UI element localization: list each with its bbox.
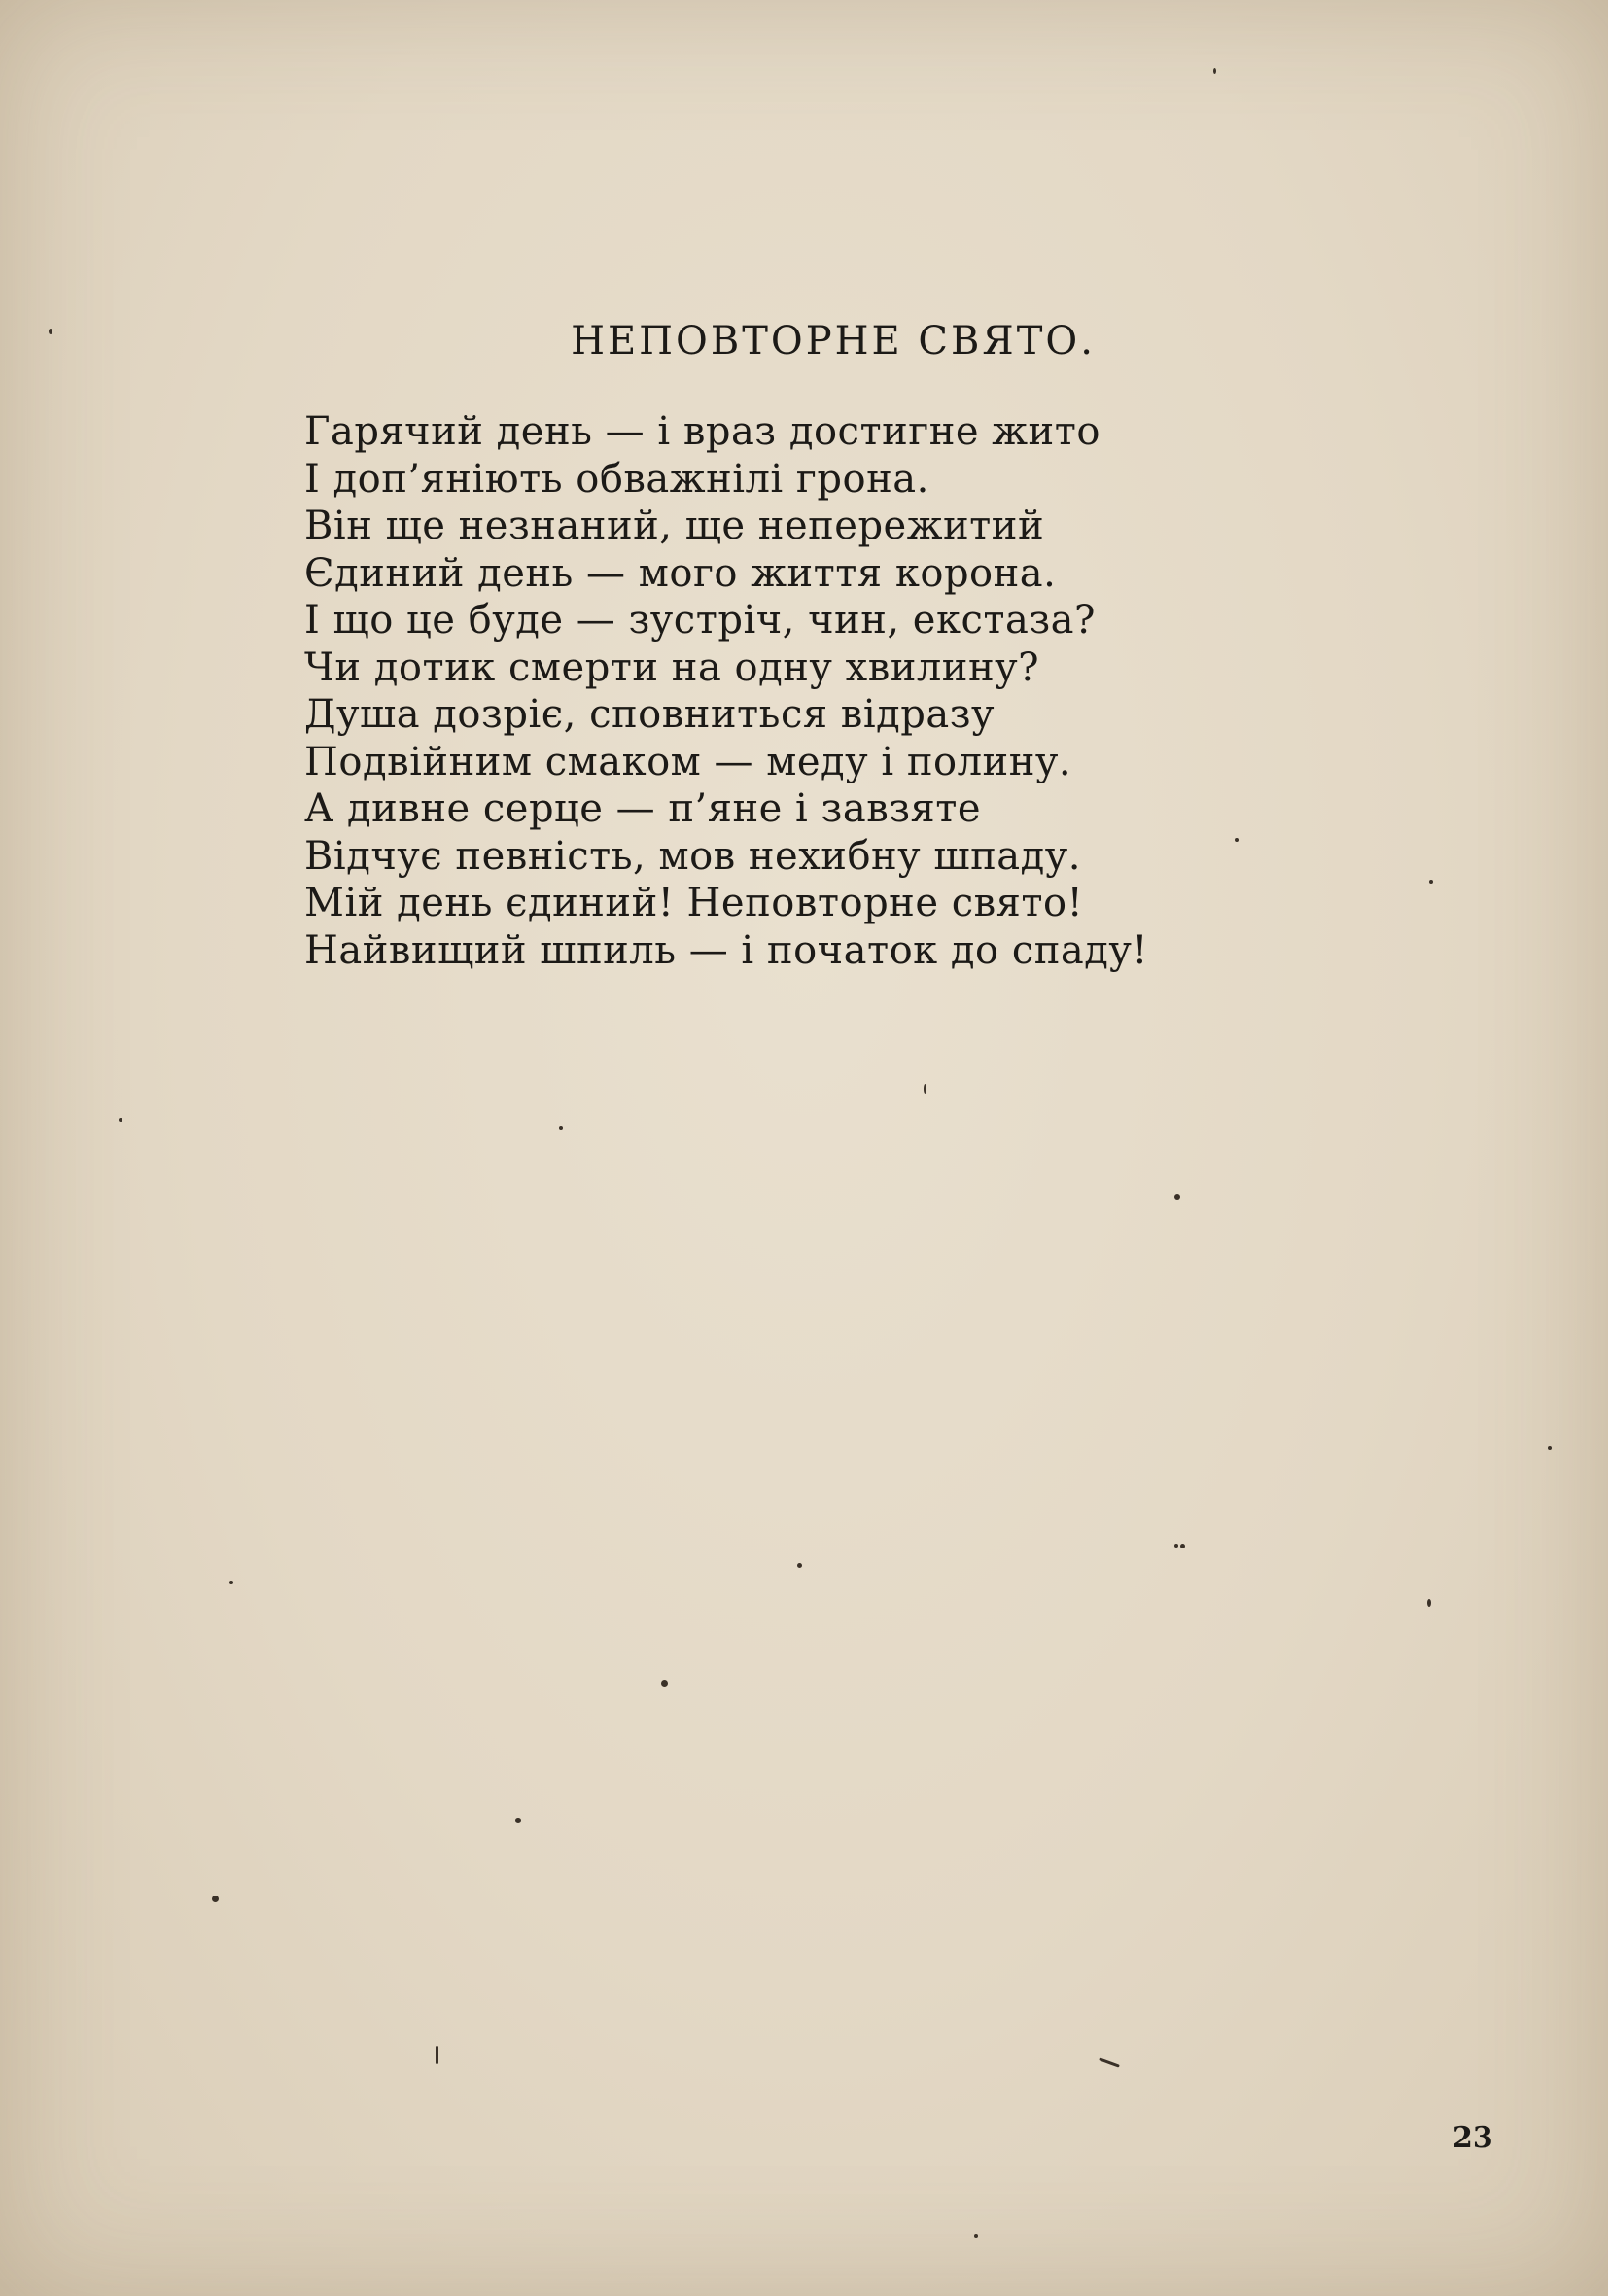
paper-speck [119,1118,122,1122]
paper-speck [559,1126,563,1130]
paper-speck [436,2046,438,2064]
poem-line: А дивне серце — п’яне і завзяте [304,786,982,831]
paper-speck [1174,1544,1178,1548]
paper-speck [1174,1194,1180,1200]
poem-line: І що це буде — зустріч, чин, екстаза? [304,598,1096,643]
poem-line: Душа дозріє, сповниться відразу [304,692,996,737]
paper-speck [974,2234,978,2238]
poem-line: Гарячий день — і враз достигне жито [304,409,1101,454]
page-number: 23 [1452,2121,1493,2155]
paper-speck [212,1896,219,1902]
paper-speck [1213,68,1216,74]
poem-line: Єдиний день — мого життя корона. [304,550,1057,596]
poem-line: Подвійним смаком — меду і полину. [304,739,1072,784]
poem-line: Чи дотик смерти на одну хвилину? [304,644,1040,690]
paper-speck [1429,880,1433,884]
paper-speck [1548,1446,1552,1450]
paper-speck [661,1680,668,1687]
paper-speck [1099,2057,1120,2067]
poem-body [304,408,1148,974]
paper-speck [229,1581,233,1584]
paper-speck [1427,1599,1431,1607]
paper-speck [797,1563,802,1568]
paper-speck [924,1084,926,1094]
poem-line: Він ще незнаний, ще непережитий [304,504,1045,548]
poem-line: Відчує певність, мов нехибну шпаду. [304,833,1082,879]
paper-speck [515,1818,521,1823]
poem-line: Найвищий шпиль — і початок до спаду! [304,927,1148,973]
poem-title: НЕПОВТОРНЕ СВЯТО. [571,319,1096,364]
poem-line: І доп’янiють обважнiлi грона. [304,456,929,502]
paper-speck [49,329,52,334]
poem-line: Мій день єдиний! Неповторне свято! [304,881,1084,925]
paper-speck [1180,1544,1185,1548]
paper-speck [1235,838,1239,842]
